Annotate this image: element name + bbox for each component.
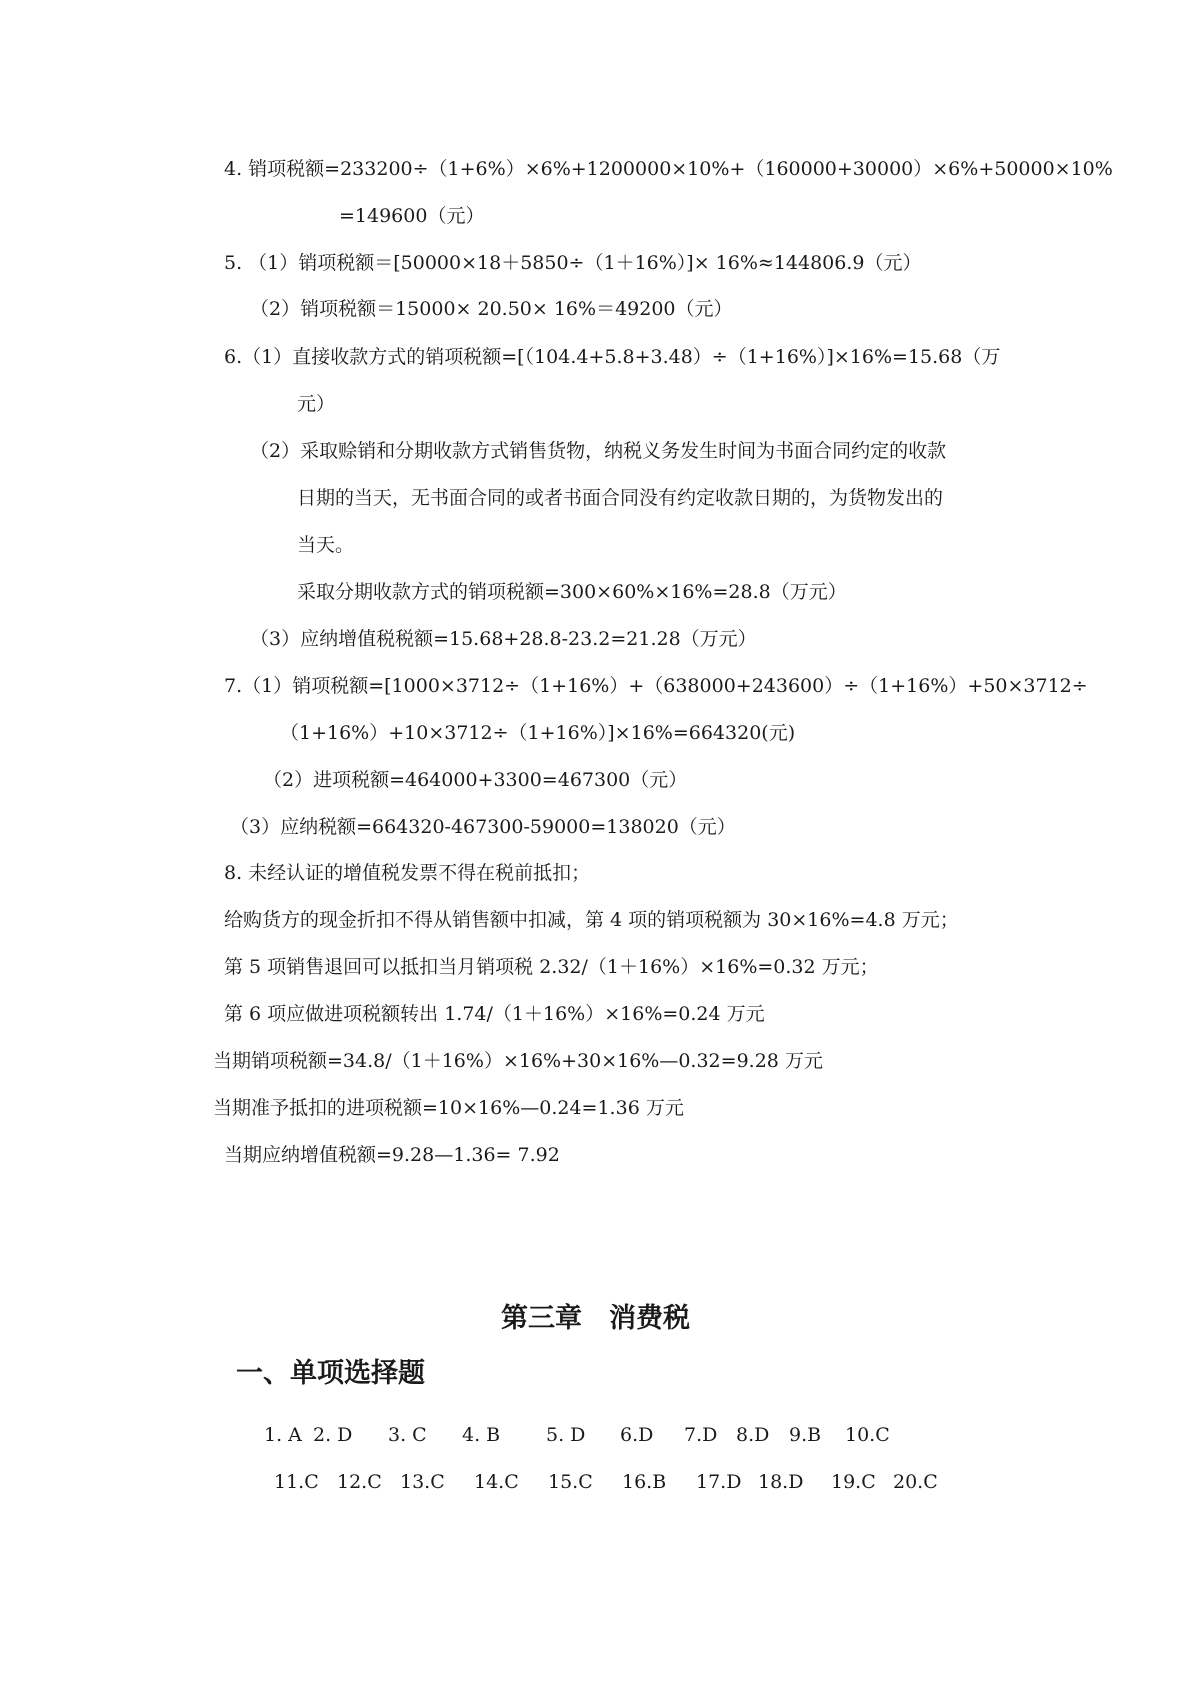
answer-key-item: 9.B	[789, 1424, 822, 1446]
answer-6-part-2-line-3: 当天。	[297, 534, 355, 556]
answer-8-line-2: 给购货方的现金折扣不得从销售额中扣减，第 4 项的销项税额为 30×16%=4.8 万元；	[224, 909, 959, 931]
answer-7-part-1-cont: （1+16%）+10×3712÷（1+16%）]×16%=664320(元)	[280, 722, 796, 744]
answer-6-part-2-line-2: 日期的当天，无书面合同的或者书面合同没有约定收款日期的，为货物发出的	[297, 487, 944, 509]
answer-8-line-1: 8. 未经认证的增值税发票不得在税前抵扣；	[224, 862, 591, 884]
answer-7-part-2: （2）进项税额=464000+3300=467300（元）	[263, 769, 688, 791]
answer-8-line-6: 当期准予抵扣的进项税额=10×16%—0.24=1.36 万元	[213, 1097, 684, 1119]
answer-6-part-1: 6.（1）直接收款方式的销项税额=[（104.4+5.8+3.48）÷（1+16%）]×16%=15.68（万	[224, 346, 1001, 368]
answer-key-item: 4. B	[462, 1424, 501, 1446]
answer-key-row-1	[0, 1423, 1191, 1447]
answer-6-part-3: （3）应纳增值税税额=15.68+28.8-23.2=21.28（万元）	[250, 628, 757, 650]
answer-key-item: 14.C	[474, 1471, 519, 1493]
answer-4-line-1: 4. 销项税额=233200÷（1+6%）×6%+1200000×10%+（160000+30000）×6%+50000×10%	[224, 158, 1113, 180]
chapter-title: 第三章 消费税	[501, 1303, 690, 1334]
answer-8-line-3: 第 5 项销售退回可以抵扣当月销项税 2.32/（1＋16%）×16%=0.32 万元；	[224, 956, 879, 978]
answer-7-part-1: 7.（1）销项税额=[1000×3712÷（1+16%）+（638000+243600）÷（1+16%）+50×3712÷	[224, 675, 1088, 697]
answer-8-line-7: 当期应纳增值税额=9.28—1.36= 7.92	[224, 1144, 560, 1166]
answer-8-line-5: 当期销项税额=34.8/（1＋16%）×16%+30×16%—0.32=9.28 万元	[213, 1050, 823, 1072]
answer-key-item: 1. A	[264, 1424, 302, 1446]
answer-5-part-1: 5. （1）销项税额＝[50000×18＋5850÷（1＋16%）]× 16%≈144806.9（元）	[224, 252, 922, 274]
answer-key-item: 13.C	[400, 1471, 445, 1493]
answer-6-part-2-line-4: 采取分期收款方式的销项税额=300×60%×16%=28.8（万元）	[297, 581, 847, 603]
answer-key-item: 3. C	[388, 1424, 427, 1446]
answer-key-item: 10.C	[845, 1424, 890, 1446]
answer-6-part-2-line-1: （2）采取赊销和分期收款方式销售货物，纳税义务发生时间为书面合同约定的收款	[250, 440, 947, 462]
answer-key-row-2	[0, 1470, 1191, 1494]
answer-key-item: 2. D	[313, 1424, 353, 1446]
answer-key-item: 15.C	[548, 1471, 593, 1493]
answer-6-part-1-cont: 元）	[297, 393, 336, 415]
answer-key-item: 5. D	[546, 1424, 586, 1446]
answer-key-item: 6.D	[620, 1424, 654, 1446]
answer-key-item: 17.D	[696, 1471, 742, 1493]
answer-key-item: 12.C	[337, 1471, 382, 1493]
answer-key-item: 7.D	[684, 1424, 718, 1446]
answer-key-item: 11.C	[274, 1471, 319, 1493]
answer-7-part-3: （3）应纳税额=664320-467300-59000=138020（元）	[230, 816, 736, 838]
answer-key-item: 8.D	[736, 1424, 770, 1446]
answer-key-item: 19.C	[831, 1471, 876, 1493]
answer-key-item: 16.B	[622, 1471, 667, 1493]
answer-key-item: 18.D	[758, 1471, 804, 1493]
section-title: 一、单项选择题	[236, 1358, 425, 1389]
answer-key-item: 20.C	[893, 1471, 938, 1493]
answer-8-line-4: 第 6 项应做进项税额转出 1.74/（1＋16%）×16%=0.24 万元	[224, 1003, 765, 1025]
answer-4-line-2: =149600（元）	[339, 205, 485, 227]
answer-5-part-2: （2）销项税额＝15000× 20.50× 16%＝49200（元）	[250, 298, 733, 320]
